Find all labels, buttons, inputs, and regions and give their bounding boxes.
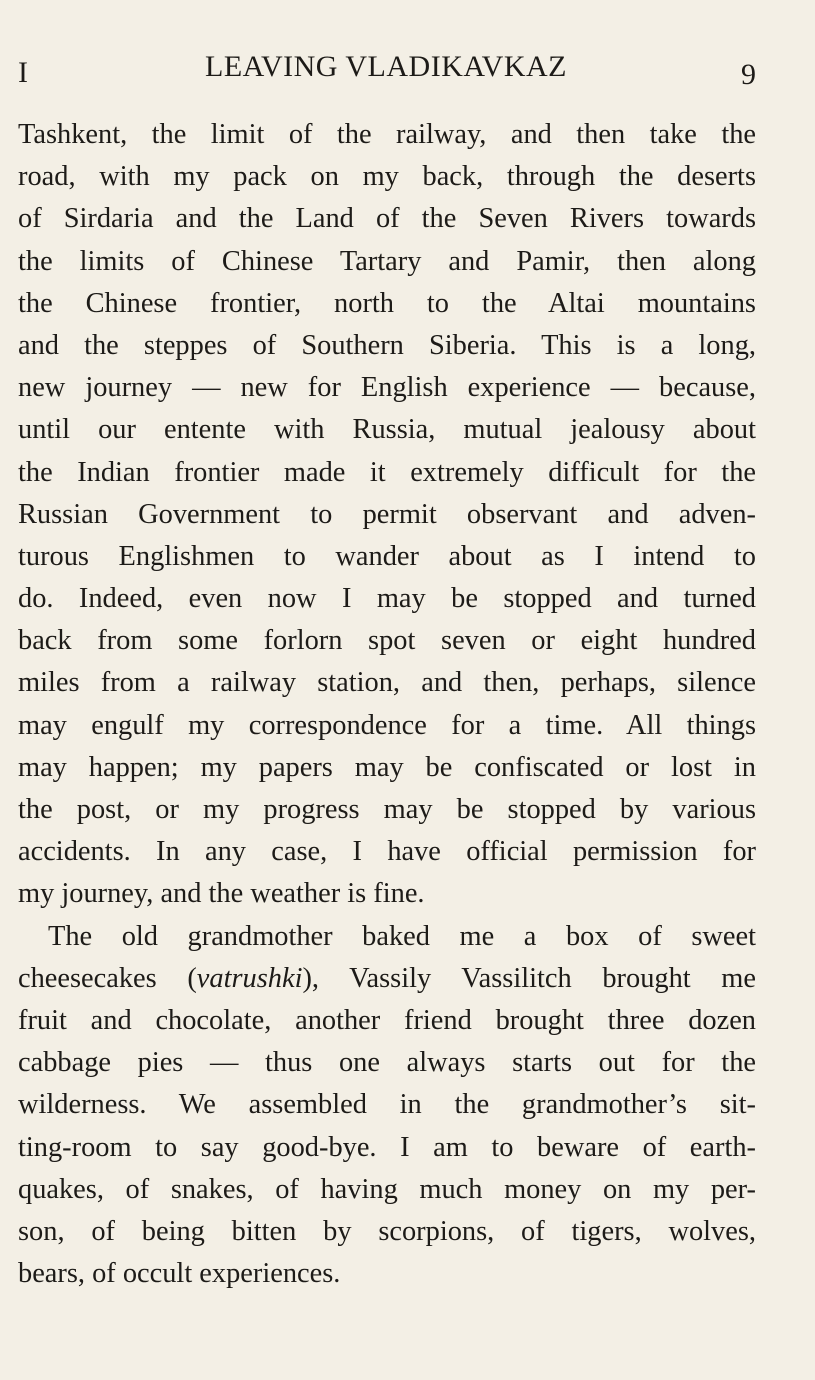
text-line: my journey, and the weather is fine. [18, 878, 425, 910]
running-head [16, 50, 756, 94]
chapter-number: I [18, 56, 28, 89]
text-line: fruit and chocolate, another friend brought three dozen [18, 1004, 756, 1036]
text-line: quakes, of snakes, of having much money on my per- [18, 1173, 756, 1205]
text-line: do. Indeed, even now I may be stopped and turned [18, 583, 756, 615]
text-line: Tashkent, the limit of the railway, and then take the [18, 119, 756, 150]
text-line: wilderness. We assembled in the grandmother’s sit- [18, 1089, 756, 1121]
text-line: bears, of occult experiences. [18, 1258, 341, 1290]
text-line: the post, or my progress may be stopped by various [18, 794, 756, 825]
text-segment: ), Vassily Vassilitch brought me [302, 962, 756, 994]
text-line: of Sirdaria and the Land of the Seven Rivers towards [18, 203, 756, 235]
text-line: until our entente with Russia, mutual jealousy about [18, 414, 756, 446]
text-line: cabbage pies — thus one always starts out for the [18, 1047, 756, 1079]
text-line: miles from a railway station, and then, perhaps, silence [18, 667, 756, 699]
text-line: the Indian frontier made it extremely difficult for the [18, 456, 756, 488]
page-number: 9 [741, 58, 756, 91]
running-title: LEAVING VLADIKAVKAZ [205, 50, 567, 83]
text-line: ting-room to say good-bye. I am to beware of earth- [18, 1131, 756, 1163]
text-line: the limits of Chinese Tartary and Pamir, then along [18, 245, 756, 277]
text-line: may happen; my papers may be confiscated or lost in [18, 751, 756, 783]
text-line: back from some forlorn spot seven or eight hundred [18, 625, 756, 657]
body-text [18, 114, 756, 1295]
text-line: son, of being bitten by scorpions, of tigers, wolves, [18, 1215, 756, 1247]
text-segment: cheesecakes ( [18, 962, 197, 994]
text-line: The old grandmother baked me a box of sweet [48, 920, 756, 952]
text-line: new journey — new for English experience — because, [18, 372, 756, 404]
text-line: road, with my pack on my back, through the deserts [18, 161, 756, 193]
italic-term: vatrushki [196, 962, 303, 994]
text-line: Russian Government to permit observant and adven- [18, 498, 756, 530]
text-line: accidents. In any case, I have official permission for [18, 836, 756, 868]
text-line: turous Englishmen to wander about as I intend to [18, 540, 756, 572]
text-line: the Chinese frontier, north to the Altai mountains [18, 287, 756, 319]
text-line: may engulf my correspondence for a time. All things [18, 709, 756, 741]
text-line: and the steppes of Southern Siberia. This is a long, [18, 329, 756, 361]
text-line [18, 958, 756, 1000]
